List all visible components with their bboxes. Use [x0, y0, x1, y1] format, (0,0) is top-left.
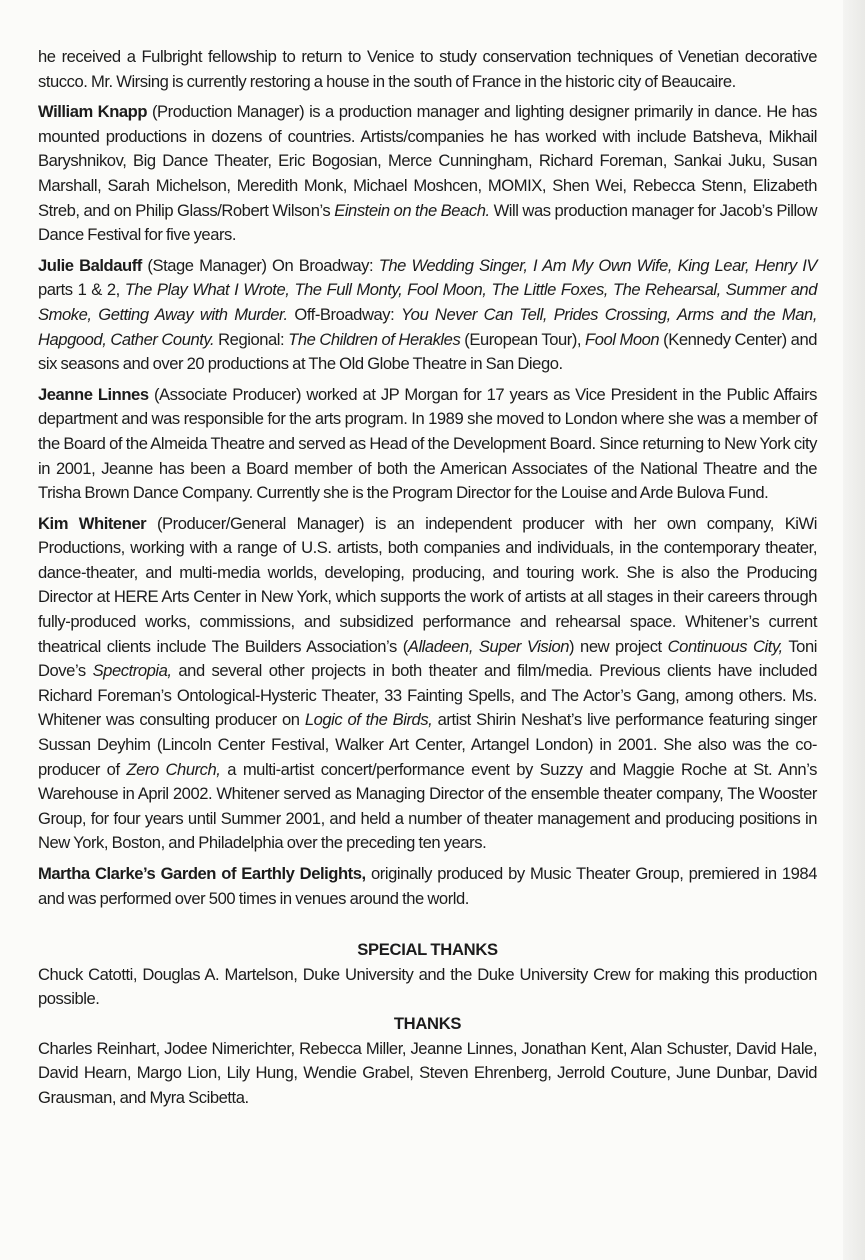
bio-text: (Kennedy Center) and six seasons and over 20 productions at The Old Globe Theatre in San Diego. — [38, 329, 818, 374]
bio-name: William Knapp — [38, 102, 148, 122]
special-thanks-heading: SPECIAL THANKS — [357, 940, 498, 960]
bio-text: (Production Manager) is a production manager and lighting designer primarily in dance. He has mounted productions in dozens of countries. Artists/companies he has worked with include Batsheva, Mikhail Baryshnikov, Big Dance Theater, Eric Bogosian, Merce Cunningham, Richard Foreman, Sankai Juku, Susan Marshall, Sarah Michelson, Meredith Monk, Michael Moshcen, MOMIX, Shen Wei, Rebecca Stenn, Elizabeth Streb, and on Philip Glass/Robert Wilson’s — [38, 102, 817, 220]
bio-text: Regional: — [214, 329, 289, 349]
bio-text: (Associate Producer) worked at JP Morgan for 17 years as Vice President in the Public Affairs department and was responsible for the arts program. In 1989 she moved to London where she was a member of the Board of the Almeida Theatre and served as Head of the Development Board. Since returning to New York city in 2001, Jeanne has been a Board member of both the American Associates of the National Theatre and the Trisha Brown Dance Company. Currently she is the Program Director for the Louise and Arde Bulova Fund. — [38, 384, 817, 503]
bio-name: Kim Whitener — [38, 513, 147, 533]
bio-title-italic: Logic of the Birds, — [304, 710, 433, 730]
bio-title-italic: Alladeen, Super Vision — [407, 636, 570, 656]
special-thanks-section — [38, 938, 817, 1012]
bio-title-italic: Fool Moon — [585, 329, 660, 349]
bio-title-italic: The Wedding Singer, I Am My Own Wife, King Lear, Henry IV — [378, 255, 818, 275]
production-title: Martha Clarke’s Garden of Earthly Delights, — [38, 864, 366, 883]
bio-name: Jeanne Linnes — [38, 384, 149, 404]
bio-text: Off-Broadway: — [287, 304, 401, 324]
thanks-section — [38, 1012, 817, 1110]
thanks-text: Charles Reinhart, Jodee Nimerichter, Rebecca Miller, Jeanne Linnes, Jonathan Kent, Alan Schuster, David Hale, David Hearn, Margo Lion, Lily Hung, Wendie Grabel, Steven Ehrenberg, Jerrold Couture, June Dunbar, David Grausman, and Myra Scibetta. — [38, 1038, 817, 1107]
page-edge-shadow — [843, 0, 865, 1260]
bio-title-italic: Spectropia, — [92, 661, 172, 681]
bio-text: a multi-artist concert/performance event by Suzzy and Maggie Roche at St. Ann’s Warehouse in April 2002. Whitener served as Managing Director of the ensemble theater company, The Wooster Group, for four years until Summer 2001, and held a number of theater management and producing positions in New York, Boston, and Philadelphia over the preceding ten years. — [38, 759, 817, 853]
bio-text: (Stage Manager) On Broadway: — [141, 255, 379, 275]
bio-julie-baldauff — [38, 254, 817, 377]
bio-title-italic: Continuous City, — [667, 636, 783, 656]
production-history-paragraph — [38, 862, 817, 911]
bio-title-italic: The Children of Herakles — [288, 329, 461, 349]
bio-name: Julie Baldauff — [38, 255, 142, 275]
bio-text: artist Shirin Neshat’s live performance featuring singer Sussan Deyhim (Lincoln Center Festival, Walker Art Center, Artangel London) in 2001. She also was the co-producer of — [38, 710, 817, 779]
bio-title-italic: You Never Can Tell, Prides Crossing, Arms and the Man, Hapgood, Cather County. — [38, 304, 817, 349]
special-thanks-text: Chuck Catotti, Douglas A. Martelson, Duke University and the Duke University Crew for making this production possible. — [38, 964, 817, 1009]
intro-text: he received a Fulbright fellowship to return to Venice to study conservation techniques of Venetian decorative stucco. Mr. Wirsing is currently restoring a house in the south of France in the historic city of Beaucaire. — [38, 47, 817, 91]
bio-jeanne-linnes — [38, 383, 817, 506]
reverse-side-bleed-through — [0, 1100, 865, 1240]
bio-text: and several other projects in both theater and film/media. Previous clients have included Richard Foreman’s Ontological-Hysteric Theater, 33 Fainting Spells, and The Actor’s Gang, among others. Ms. Whitener was consulting producer on — [38, 661, 817, 730]
production-text: originally produced by Music Theater Group, premiered in 1984 and was performed over 500 times in venues around the world. — [38, 864, 817, 908]
bio-text: (Producer/General Manager) is an independent producer with her own company, KiWi Productions, working with a range of U.S. artists, both companies and individuals, in the contemporary theater, dance-theater, and multi-media worlds, developing, producing, and touring work. She is also the Producing Director at HERE Arts Center in New York, which supports the work of artists at all stages in their careers through fully-produced works, commissions, and subsidized performance and rehearsal space. Whitener’s current theatrical clients include The Builders Association’s ( — [38, 513, 817, 656]
program-page-content — [38, 45, 817, 1110]
bio-text: parts 1 & 2, — [38, 280, 125, 300]
bio-kim-whitener — [38, 512, 817, 856]
bio-title-italic: Zero Church, — [126, 759, 221, 779]
bio-text: Will was production manager for Jacob’s Pillow Dance Festival for five years. — [38, 200, 817, 245]
bio-title-italic: The Play What I Wrote, The Full Monty, Fool Moon, The Little Foxes, The Rehearsal, Summer and Smoke, Getting Away with Murder. — [38, 280, 817, 324]
bio-title-italic: Einstein on the Beach. — [334, 200, 490, 220]
thanks-heading: THANKS — [393, 1013, 462, 1033]
bio-text: ) new project — [569, 636, 668, 656]
bio-text: Toni Dove’s — [38, 636, 817, 681]
bio-text: (European Tour), — [460, 329, 586, 349]
intro-paragraph — [38, 45, 817, 94]
bio-william-knapp — [38, 100, 817, 248]
